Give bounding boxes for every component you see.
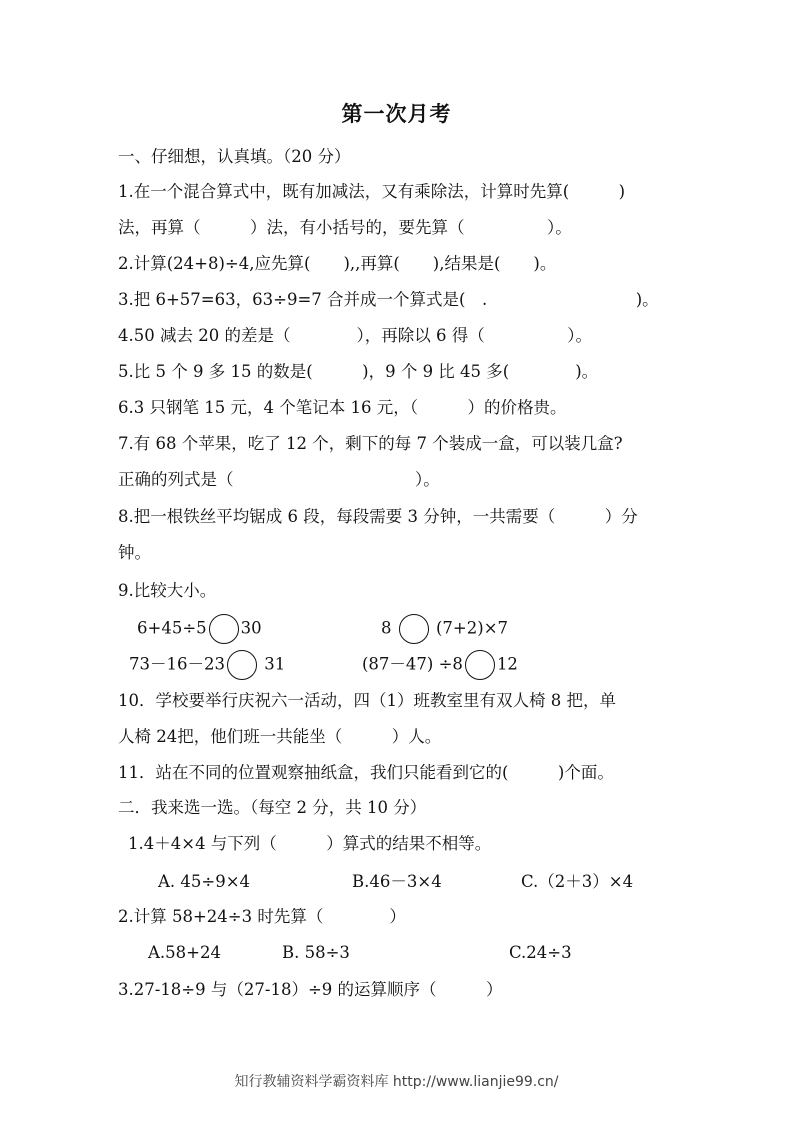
choice-option-b[interactable]: B.46－3×4 <box>352 872 442 891</box>
question-1-line-2: 法，再算（ ）法，有小括号的，要先算（ ）。 <box>118 218 572 237</box>
question-9-title: 9.比较大小。 <box>118 581 217 600</box>
question-6: 6.3 只钢笔 15 元，4 个笔记本 16 元，（ ）的价格贵。 <box>118 398 567 417</box>
compare-right: (7+2)×7 <box>436 618 509 638</box>
question-10-line-2: 人椅 24把，他们班一共能坐（ ）人。 <box>118 727 442 746</box>
compare-left: (87－47) ÷8 <box>362 654 463 674</box>
choice-option-c[interactable]: C.（2＋3）×4 <box>521 872 634 891</box>
compare-circle[interactable] <box>227 650 257 680</box>
question-1-line-1: 1.在一个混合算式中，既有加减法，又有乘除法，计算时先算( ) <box>118 182 626 201</box>
question-2: 2.计算(24+8)÷4,应先算( ),,再算( ),结果是( )。 <box>118 254 557 273</box>
question-7-line-1: 7.有 68 个苹果，吃了 12 个，剩下的每 7 个装成一盒，可以装几盒? <box>118 434 623 453</box>
choice-option-a[interactable]: A.58+24 <box>148 943 221 962</box>
question-4: 4.50 减去 20 的差是（ ），再除以 6 得（ ）。 <box>118 326 592 345</box>
choice-option-c[interactable]: C.24÷3 <box>509 943 572 962</box>
page-title: 第一次月考 <box>341 102 452 126</box>
question-11: 11．站在不同的位置观察抽纸盒，我们只能看到它的( )个面。 <box>118 763 614 782</box>
choice-question-1: 1.4＋4×4 与下列（ ）算式的结果不相等。 <box>128 834 492 853</box>
section2-heading: 二．我来选一选。（每空 2 分，共 10 分） <box>118 798 427 817</box>
compare-right: 31 <box>264 654 286 674</box>
choice-question-3: 3.27-18÷9 与（27-18）÷9 的运算顺序（ ） <box>118 980 503 999</box>
question-5: 5.比 5 个 9 多 15 的数是( )，9 个 9 比 45 多( )。 <box>118 362 599 381</box>
compare-left: 6+45÷5 <box>137 618 207 638</box>
question-8-line-1: 8.把一根铁丝平均锯成 6 段，每段需要 3 分钟，一共需要（ ）分 <box>118 507 638 526</box>
compare-item <box>381 614 508 644</box>
choice-option-a[interactable]: A. 45÷9×4 <box>158 872 251 891</box>
question-3: 3.把 6+57=63，63÷9=7 合并成一个算式是( . )。 <box>118 290 659 309</box>
compare-left: 73－16－23 <box>129 654 225 674</box>
compare-circle[interactable] <box>399 614 429 644</box>
compare-item <box>137 614 262 644</box>
compare-right: 30 <box>240 618 262 638</box>
compare-circle[interactable] <box>465 650 495 680</box>
compare-item <box>129 650 285 680</box>
section1-heading: 一、仔细想，认真填。（20 分） <box>118 147 351 166</box>
compare-item <box>362 650 518 680</box>
compare-circle[interactable] <box>209 614 239 644</box>
question-8-line-2: 钟。 <box>118 543 151 562</box>
compare-left: 8 <box>381 618 392 638</box>
question-7-line-2: 正确的列式是（ ）。 <box>118 470 440 489</box>
question-10-line-1: 10．学校要举行庆祝六一活动，四（1）班教室里有双人椅 8 把，单 <box>118 691 616 710</box>
compare-right: 12 <box>496 654 518 674</box>
footer-watermark: 知行教辅资料学霸资料库 http://www.lianjie99.cn/ <box>234 1074 559 1090</box>
choice-option-b[interactable]: B. 58÷3 <box>282 943 350 962</box>
choice-question-2: 2.计算 58+24÷3 时先算（ ） <box>118 907 406 926</box>
